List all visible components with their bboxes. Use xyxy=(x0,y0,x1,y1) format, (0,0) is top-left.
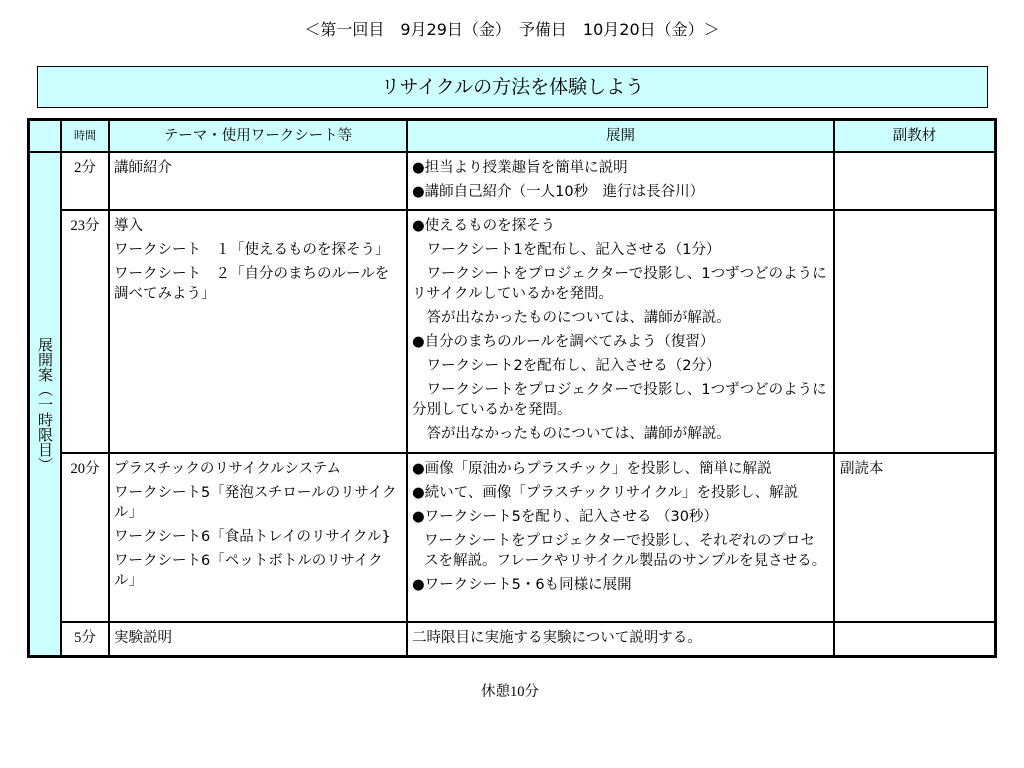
development-line: ●講師自己紹介（一人10秒 進行は長谷川） xyxy=(412,184,705,200)
development-line: ワークシートをプロジェクターで投影し、それぞれのプロセスを解説。フレークやリサイクル製品のサンプルを見させる。 xyxy=(424,533,827,569)
development-line: 答が出なかったものについては、講師が解説。 xyxy=(412,310,731,326)
development-line: ●ワークシート5・6も同様に展開 xyxy=(412,577,632,593)
row-development xyxy=(408,454,833,621)
theme-line: ワークシート １「使えるものを探そう」 xyxy=(114,242,390,258)
theme-line: ワークシート5「発泡スチロールのリサイクル」 xyxy=(114,485,397,521)
theme-line: 実験説明 xyxy=(114,630,172,646)
development-line: 二時限目に実施する実験について説明する。 xyxy=(412,630,702,646)
side-label-cell xyxy=(30,153,60,655)
side-label: 展開案（一時限目） xyxy=(36,336,54,472)
theme-line: ワークシート ２「自分のまちのルールを調べてみよう」 xyxy=(114,266,390,302)
row-materials xyxy=(835,623,994,655)
development-line: ワークシート2を配布し、記入させる（2分） xyxy=(412,358,721,374)
row-time: 5分 xyxy=(62,623,108,655)
lesson-plan-table xyxy=(27,118,997,658)
theme-line: プラスチックのリサイクルシステム xyxy=(114,461,341,477)
row-development xyxy=(408,153,833,209)
row-theme xyxy=(110,153,406,209)
header-theme: テーマ・使用ワークシート等 xyxy=(110,121,406,151)
development-line: ●担当より授業趣旨を簡単に説明 xyxy=(412,160,628,176)
development-line: ●自分のまちのルールを調べてみよう（復習） xyxy=(412,334,715,350)
row-theme xyxy=(110,454,406,621)
schedule-line: ＜第一回目 9月29日（金） 予備日 10月20日（金）＞ xyxy=(304,20,720,39)
row-development xyxy=(408,623,833,655)
lesson-title-banner xyxy=(37,66,988,108)
header-development: 展開 xyxy=(408,121,833,151)
header-corner-cell xyxy=(30,121,60,151)
theme-line: ワークシート6「ペットボトルのリサイクル」 xyxy=(114,553,383,589)
theme-line: 導入 xyxy=(114,218,143,234)
row-materials xyxy=(835,211,994,452)
row-development xyxy=(408,211,833,452)
development-line: ●続いて、画像「プラスチックリサイクル」を投影し、解説 xyxy=(412,485,799,501)
header-materials: 副教材 xyxy=(835,121,994,151)
header-time: 時間 xyxy=(62,121,108,151)
development-line: 答が出なかったものについては、講師が解説。 xyxy=(412,426,731,442)
row-theme xyxy=(110,623,406,655)
theme-line: 講師紹介 xyxy=(114,160,172,176)
row-time: 20分 xyxy=(62,454,108,621)
development-line: ●ワークシート5を配り、記入させる （30秒） xyxy=(412,509,718,525)
development-line: ワークシートをプロジェクターで投影し、1つずつどのように分別しているかを発問。 xyxy=(412,382,827,418)
break-note: 休憩10分 xyxy=(481,684,539,700)
development-line: ●画像「原油からプラスチック」を投影し、簡単に解説 xyxy=(412,461,772,477)
row-time: 2分 xyxy=(62,153,108,209)
development-line: ワークシートをプロジェクターで投影し、1つずつどのようにリサイクルしているかを発問。 xyxy=(412,266,827,302)
row-materials xyxy=(835,153,994,209)
materials-line: 副読本 xyxy=(840,461,884,477)
row-materials xyxy=(835,454,994,621)
development-line: ●使えるものを探そう xyxy=(412,218,556,234)
lesson-title: リサイクルの方法を体験しよう xyxy=(380,76,645,98)
row-theme xyxy=(110,211,406,452)
development-line: ワークシート1を配布し、記入させる（1分） xyxy=(412,242,721,258)
theme-line: ワークシート6「食品トレイのリサイクル} xyxy=(114,529,391,545)
row-time: 23分 xyxy=(62,211,108,452)
